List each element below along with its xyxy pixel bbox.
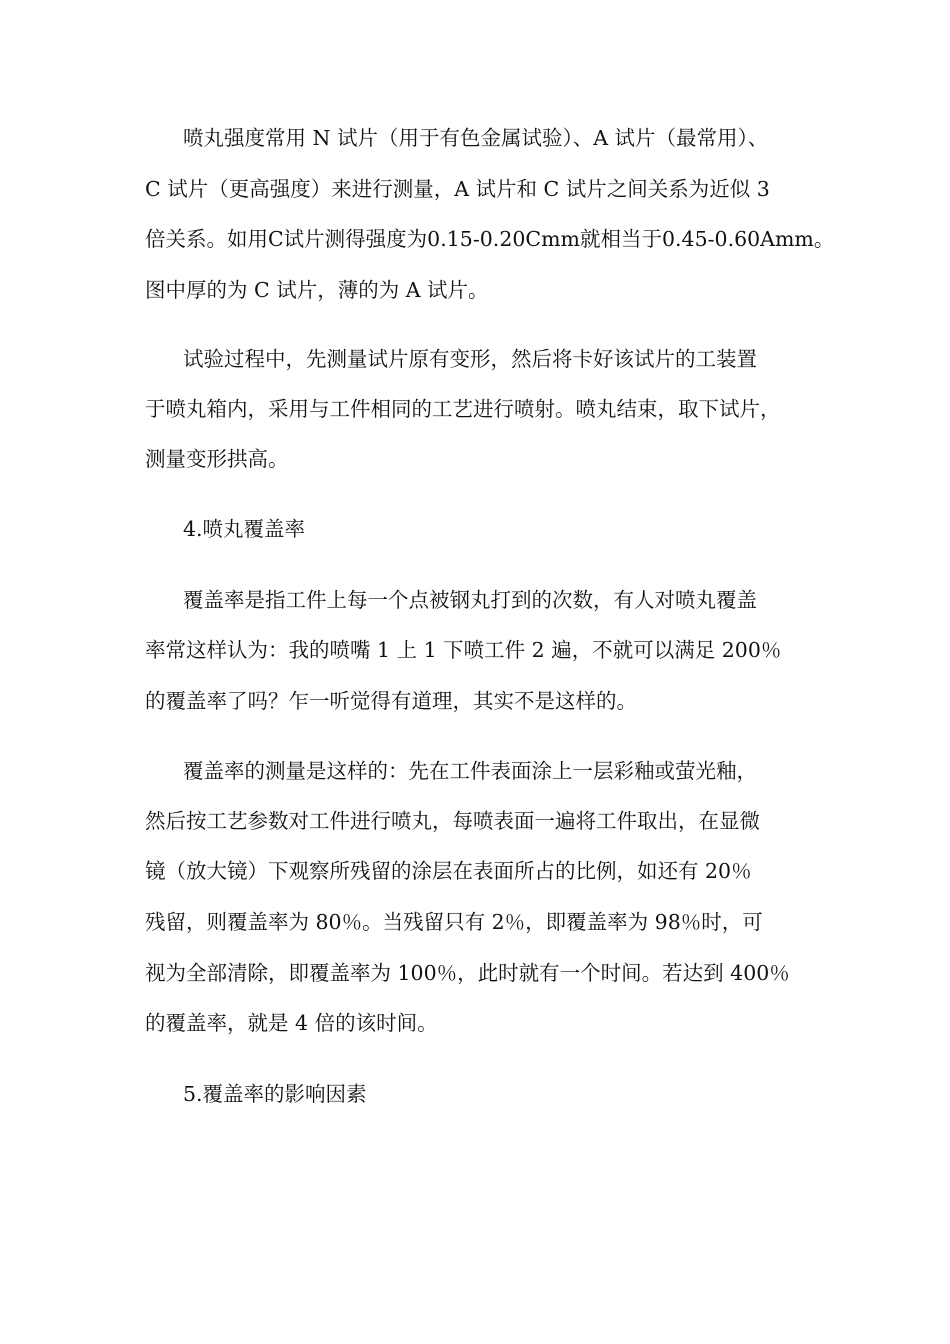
paragraph-3-line-2: 率常这样认为：我的喷嘴 1 上 1 下喷工件 2 遍，不就可以满足 200％ bbox=[145, 638, 782, 662]
paragraph-4-line-5: 视为全部清除，即覆盖率为 100％，此时就有一个时间。若达到 400％ bbox=[145, 961, 790, 985]
paragraph-4-line-4: 残留，则覆盖率为 80％。当残留只有 2％，即覆盖率为 98％时，可 bbox=[145, 910, 763, 934]
paragraph-2-line-1: 试验过程中，先测量试片原有变形，然后将卡好该试片的工装置 bbox=[183, 347, 757, 371]
paragraph-1-line-3: 倍关系。如用C试片测得强度为0.15-0.20Cmm就相当于0.45-0.60Amm。 bbox=[145, 227, 835, 251]
paragraph-1-line-2: C 试片（更高强度）来进行测量，A 试片和 C 试片之间关系为近似 3 bbox=[145, 177, 770, 201]
paragraph-4-line-1: 覆盖率的测量是这样的：先在工件表面涂上一层彩釉或萤光釉， bbox=[183, 759, 757, 783]
paragraph-4-line-6: 的覆盖率，就是 4 倍的该时间。 bbox=[145, 1011, 438, 1035]
paragraph-4-line-3: 镜（放大镜）下观察所残留的涂层在表面所占的比例，如还有 20％ bbox=[145, 859, 752, 883]
paragraph-4-line-2: 然后按工艺参数对工件进行喷丸，每喷表面一遍将工件取出，在显微 bbox=[145, 809, 760, 833]
paragraph-3-line-3: 的覆盖率了吗？乍一听觉得有道理，其实不是这样的。 bbox=[145, 689, 637, 713]
paragraph-1-line-4: 图中厚的为 C 试片，薄的为 A 试片。 bbox=[145, 278, 489, 302]
paragraph-2-line-3: 测量变形拱高。 bbox=[145, 447, 289, 471]
section-heading-5: 5.覆盖率的影响因素 bbox=[183, 1082, 367, 1106]
paragraph-2-line-2: 于喷丸箱内，采用与工件相同的工艺进行喷射。喷丸结束，取下试片， bbox=[145, 397, 781, 421]
paragraph-3-line-1: 覆盖率是指工件上每一个点被钢丸打到的次数，有人对喷丸覆盖 bbox=[183, 588, 757, 612]
section-heading-4: 4.喷丸覆盖率 bbox=[183, 517, 306, 541]
paragraph-1-line-1: 喷丸强度常用 N 试片（用于有色金属试验）、A 试片（最常用）、 bbox=[183, 126, 769, 150]
